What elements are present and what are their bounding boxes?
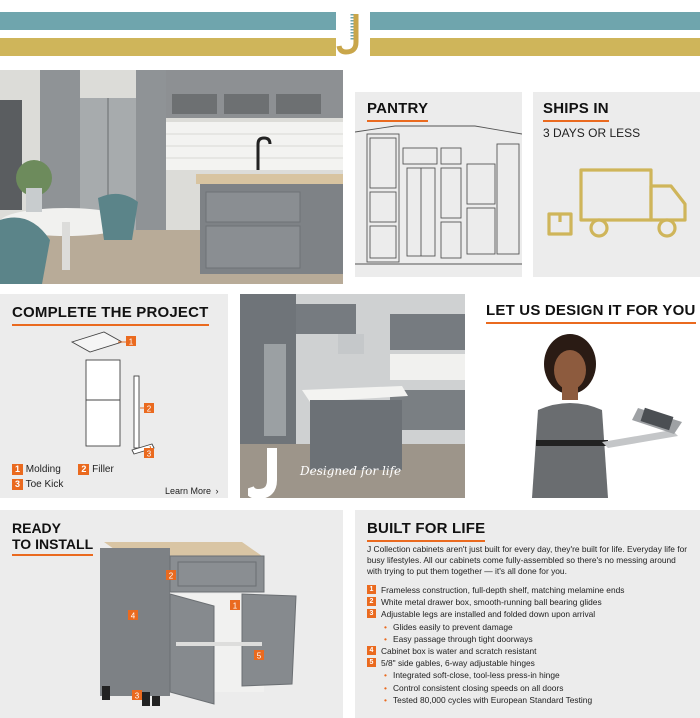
feature-5-sub-2: • Control consistent closing speeds on all doors — [384, 682, 564, 693]
svg-text:3: 3 — [146, 449, 152, 458]
learn-more-link[interactable] — [165, 481, 218, 498]
svg-text:2: 2 — [146, 404, 152, 414]
j-logo-icon — [336, 8, 370, 60]
feature-4: 4 Cabinet box is water and scratch resistant — [367, 645, 689, 657]
project-legend — [12, 462, 114, 492]
design-service-title: LET US DESIGN IT FOR YOU — [486, 302, 696, 324]
legend-badge-2: 2 — [78, 464, 89, 475]
kitchen-photo-designed-for-life — [240, 294, 465, 498]
callout-4: 4 — [130, 611, 136, 621]
feature-5-sub-3: • Tested 80,000 cycles with European Standard Testing — [384, 694, 593, 705]
callout-2: 2 — [168, 571, 174, 581]
built-for-life-panel — [355, 510, 700, 718]
ready-to-install-panel — [0, 510, 343, 718]
built-for-life-intro: J Collection cabinets aren't just built for every day, they're built for life. Everyday life for busy lifestyles. All our cabinets come fully-assembled so there's no messing around with trying to put them together — it's all done for you. — [367, 544, 688, 576]
pantry-sketch-illustration — [355, 124, 522, 277]
chevron-right-icon: › — [215, 486, 219, 496]
features-list — [367, 584, 689, 706]
callout-3: 3 — [134, 691, 140, 701]
cabinet-diagram-illustration — [60, 328, 170, 458]
feature-3-sub-1: • Glides easily to prevent damage — [384, 621, 513, 632]
complete-project-title: COMPLETE THE PROJECT — [12, 304, 209, 326]
legend-molding: Molding — [25, 464, 61, 475]
pantry-title: PANTRY — [367, 100, 428, 122]
delivery-truck-icon — [547, 166, 689, 246]
svg-text:1: 1 — [128, 337, 134, 347]
designer-with-laptop-photo — [522, 330, 692, 498]
ready-title-line2: TO INSTALL — [12, 536, 93, 556]
feature-3-sub-2: • Easy passage through tight doorways — [384, 633, 533, 644]
ships-in-title: SHIPS IN — [543, 100, 609, 122]
base-cabinet-illustration — [92, 536, 302, 716]
pantry-panel — [355, 92, 522, 277]
kitchen-photo-gray — [0, 70, 343, 284]
ready-title-line1: READY — [12, 520, 62, 536]
ships-in-subtitle: 3 DAYS OR LESS — [543, 126, 641, 140]
feature-5-sub-1: • Integrated soft-close, tool-less press-in hinge — [384, 670, 560, 681]
designed-for-life-tagline: Designed for life — [300, 464, 402, 478]
built-for-life-title: BUILT FOR LIFE — [367, 520, 485, 542]
learn-more-label: Learn More — [165, 486, 212, 496]
legend-badge-1: 1 — [12, 464, 23, 475]
legend-toe-kick: Toe Kick — [25, 479, 64, 490]
feature-1: 1 Frameless construction, full-depth shelf, matching melamine ends — [367, 584, 689, 596]
ships-in-panel — [533, 92, 700, 277]
complete-project-panel — [0, 294, 228, 498]
j-brand-logo-icon — [248, 446, 290, 498]
callout-5: 5 — [256, 651, 262, 661]
feature-2: 2 White metal drawer box, smooth-running ball bearing glides — [367, 596, 689, 608]
legend-badge-3: 3 — [12, 479, 23, 490]
design-service-panel — [478, 294, 700, 498]
feature-3: 3 Adjustable legs are installed and folded down upon arrival — [367, 608, 689, 620]
callout-1: 1 — [232, 601, 238, 611]
feature-5: 5 5/8" side gables, 6-way adjustable hinges — [367, 657, 689, 669]
legend-filler: Filler — [92, 464, 114, 475]
